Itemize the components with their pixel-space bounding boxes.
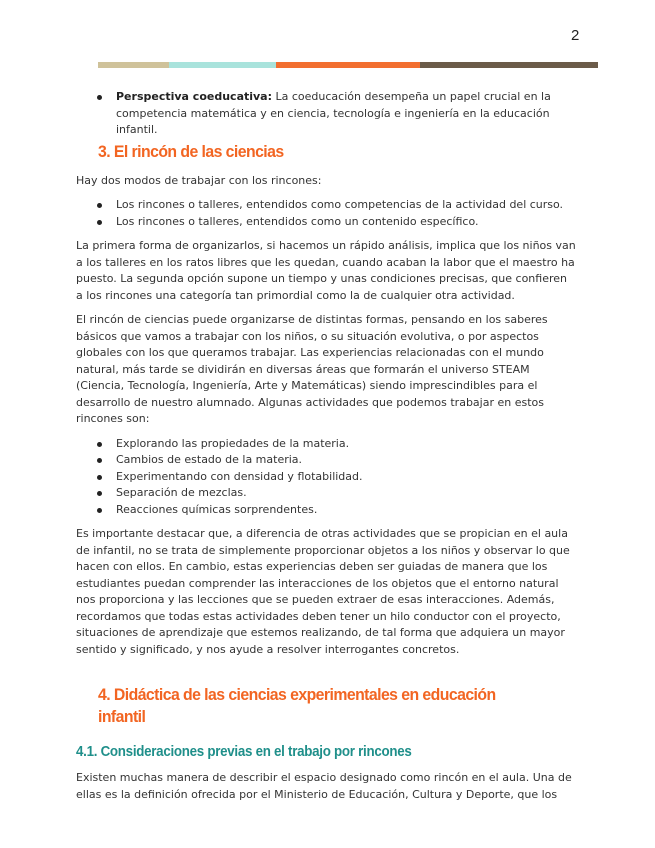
list-item: Experimentando con densidad y flotabilidad. xyxy=(116,469,576,486)
color-bar-segment xyxy=(98,62,169,68)
list-item: Los rincones o talleres, entendidos como un contenido específico. xyxy=(116,214,576,231)
page-number: 2 xyxy=(571,27,580,44)
list-item: Separación de mezclas. xyxy=(116,485,576,502)
modes-list xyxy=(76,197,576,230)
section-3-intro: Hay dos modos de trabajar con los rincones: xyxy=(76,173,322,187)
section-3-heading: 3. El rincón de las ciencias xyxy=(98,141,284,161)
color-bar-segment xyxy=(169,62,276,68)
document-body xyxy=(76,89,576,811)
coeducation-list xyxy=(76,89,576,139)
color-bar-segment xyxy=(420,62,598,68)
paragraph: El rincón de ciencias puede organizarse de distintas formas, pensando en los saberes básicos que vamos a trabajar con los niños, o su situación evolutiva, o por aspectos globales con los que queramos trabajar. Las experiencias relacionadas con el mundo natural, más tarde se dividirán en diversas áreas que formarán el universo STEAM (Ciencia, Tecnología, Ingeniería, Arte y Matemáticas) siendo imprescindibles para el desarrollo de nuestro alumnado. Algunas actividades que podemos trabajar en estos rincones son: xyxy=(76,313,548,425)
paragraph: Existen muchas manera de describir el espacio designado como rincón en el aula. Una de ellas es la definición ofrecida por el Ministerio de Educación, Cultura y Deporte, que los xyxy=(76,771,572,801)
paragraph: La primera forma de organizarlos, si hacemos un rápido análisis, implica que los niños van a los talleres en los ratos libres que les quedan, cuando acaban la labor que el maestro ha puesto. La segunda opción supone un tiempo y unas condiciones precisas, que confieren a los rincones una categoría tan primordial como la de cualquier otra actividad. xyxy=(76,239,576,302)
section-4-heading: 4. Didáctica de las ciencias experimentales en educación infantil xyxy=(98,685,496,726)
list-item: Cambios de estado de la materia. xyxy=(116,452,576,469)
header-color-bar xyxy=(98,62,598,68)
list-item xyxy=(116,89,576,139)
list-item: Reacciones químicas sorprendentes. xyxy=(116,502,576,519)
color-bar-segment xyxy=(276,62,420,68)
list-item: Los rincones o talleres, entendidos como competencias de la actividad del curso. xyxy=(116,197,576,214)
bullet-label: Perspectiva coeducativa: xyxy=(116,90,273,103)
paragraph: Es importante destacar que, a diferencia de otras actividades que se propician en el aula de infantil, no se trata de simplemente proporcionar objetos a los niños y observar lo que hacen con ellos. En cambio, estas experiencias deben ser guiadas de manera que los estudiantes puedan comprender las interacciones de los objetos que el entorno natural nos proporciona y las lecciones que se pueden extraer de esas interacciones. Además, recordamos que todas estas actividades deben tener un hilo conductor con el proyecto, situaciones de aprendizaje que estemos realizando, de tal forma que adquiera un mayor sentido y significado, y nos ayude a resolver interrogantes concretos. xyxy=(76,527,570,656)
list-item: Explorando las propiedades de la materia. xyxy=(116,436,576,453)
subsection-4-1-heading: 4.1. Consideraciones previas en el trabajo por rincones xyxy=(76,744,412,760)
activities-list xyxy=(76,436,576,519)
bullet-text: La coeducación desempeña un papel crucial en la competencia matemática y en ciencia, tecnología e ingeniería en la educación infantil. xyxy=(116,90,551,136)
